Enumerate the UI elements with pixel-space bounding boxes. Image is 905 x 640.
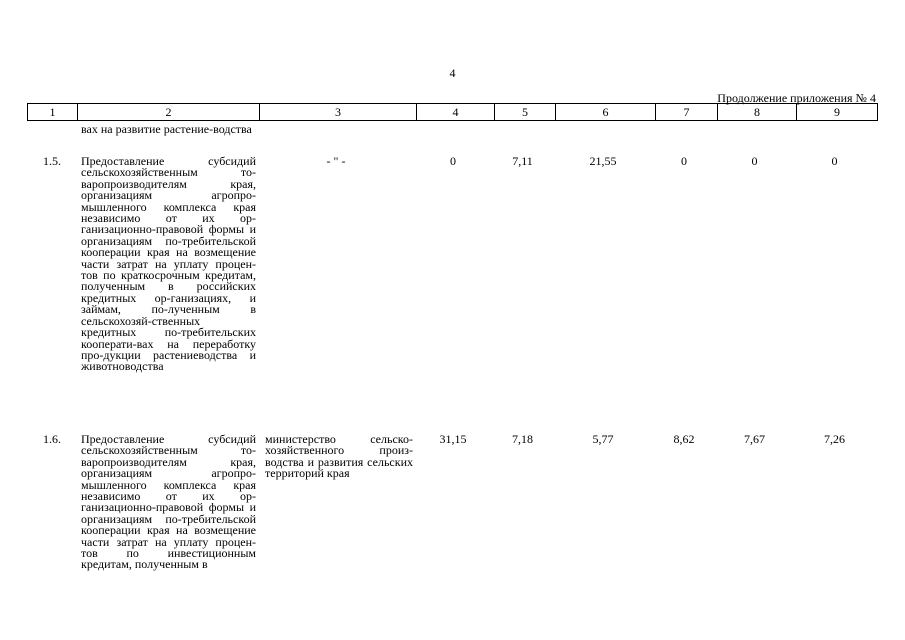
row-value-col5: 7,18 [512,432,533,446]
row-value-col8: 0 [751,154,758,168]
header-col-4: 4 [417,104,495,121]
row-description: Предоставление субсидий сельскохозяйственным то-варопроизводителям края, организациям агропро-мышленного комплекса края независимо от их ор-ганизационно-правовой формы и организациям по-требительской кооперации края на возмещение части затрат на уплату процен-тов по краткосрочным кредитам, полученным в российских кредитных ор-ганизациях, и займам, по-лученным в сельскохозяй-ственных кредитных по-требительских кооперати-вах на переработку про-дукции растениеводства и животноводства [81,154,256,374]
row-description: Предоставление субсидий сельскохозяйственным то-варопроизводителям края, организациям агропро-мышленного комплекса края независимо от их ор-ганизационно-правовой формы и организациям по-требительской кооперации края на возмещение части затрат на уплату процен-тов по инвестиционным кредитам, полученным в [81,432,256,572]
row-value-col4: 31,15 [439,432,467,446]
row-number: 1.5. [43,154,61,168]
header-col-7: 7 [656,104,718,121]
row-value-col8: 7,67 [744,432,765,446]
row-value-col5: 7,11 [512,154,533,168]
row-value-col9: 0 [831,154,838,168]
row-value-col6: 5,77 [592,432,614,446]
header-col-8: 8 [718,104,797,121]
row-value-col9: 7,26 [824,432,845,446]
row-number: 1.6. [43,432,61,446]
row-responsible: министерство сельско-хозяйственного произ-водства и развития сельских территорий края [265,432,413,481]
row-responsible: - " - [326,154,346,168]
header-col-1: 1 [28,104,78,121]
column-number-header [27,103,878,121]
header-col-9: 9 [797,104,878,121]
row-value-col7: 8,62 [673,432,695,446]
page-number: 4 [449,66,456,80]
row-value-col7: 0 [681,154,687,168]
row-value-col4: 0 [450,154,456,168]
header-col-3: 3 [260,104,417,121]
header-row [28,104,878,121]
continuation-label: Продолжение приложения № 4 [717,91,876,105]
header-col-6: 6 [556,104,656,121]
row-value-col6: 21,55 [589,154,617,168]
carryover-description: вах на развитие растение-водства [81,122,252,136]
header-col-2: 2 [78,104,260,121]
header-col-5: 5 [495,104,556,121]
